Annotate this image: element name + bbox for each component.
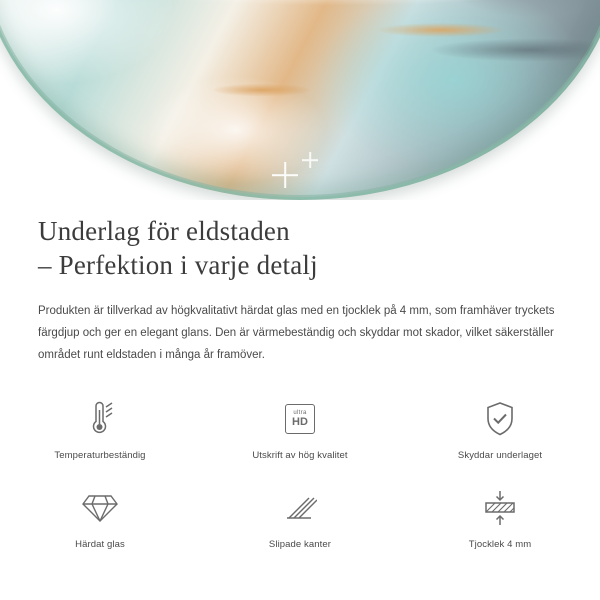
glass-disc-graphic [0, 0, 600, 200]
shield-check-icon [483, 396, 517, 442]
diamond-icon [82, 485, 118, 531]
feature-tempered-glass [0, 485, 200, 550]
feature-label: Skyddar underlaget [457, 450, 543, 461]
body-paragraph: Produkten är tillverkad av högkvalitativt härdat glas med en tjocklek på 4 mm, som framhäver tryckets färgdjup och ger en elegant glans. Den är värmebeständig och skyddar mot skador, vilket säkerställer området runt eldstaden i många år framöver. [38, 305, 555, 361]
feature-label: Slipade kanter [268, 539, 332, 550]
page-title [0, 214, 600, 282]
feature-label: Tjocklek 4 mm [468, 539, 532, 550]
feature-label: Temperaturbeständig [54, 450, 146, 461]
headline-line-2: – Perfektion i varje detalj [38, 250, 318, 280]
feature-grid [0, 396, 600, 550]
polished-edges-icon [283, 485, 317, 531]
text-content [0, 214, 600, 366]
feature-temperature-resistant [0, 396, 200, 461]
hero-image [0, 0, 600, 200]
headline-line-1: Underlag för eldstaden [38, 216, 290, 246]
ultra-hd-icon: ultra HD [285, 396, 315, 442]
feature-thickness [400, 485, 600, 550]
thermometer-icon [83, 396, 117, 442]
feature-label: Utskrift av hög kvalitet [252, 450, 348, 461]
thickness-icon [481, 485, 519, 531]
feature-print-quality [200, 396, 400, 461]
feature-polished-edges [200, 485, 400, 550]
feature-label: Härdat glas [75, 539, 125, 550]
feature-protects-surface [400, 396, 600, 461]
